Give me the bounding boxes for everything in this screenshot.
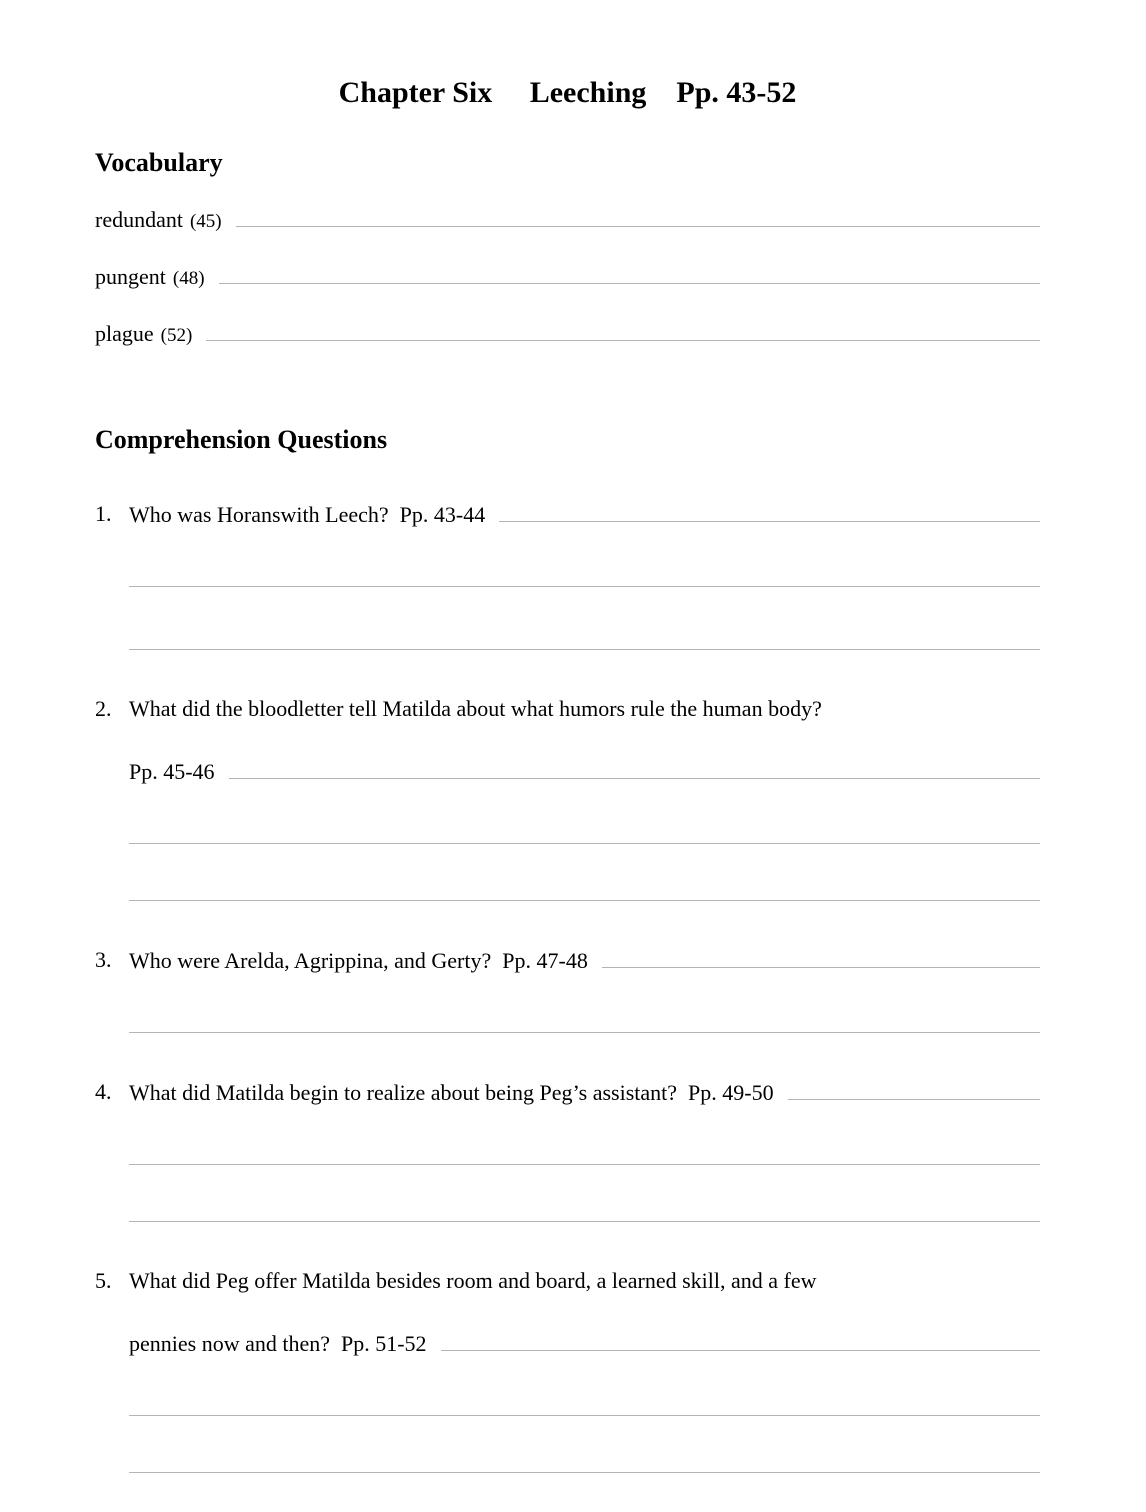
question-number: 2. [95,696,112,721]
question-text-row [129,945,1040,976]
page-title: Chapter Six Leeching Pp. 43-52 [338,76,797,109]
question-number: 5. [95,1268,112,1293]
question-text-row [129,499,1040,530]
answer-line [129,1221,1040,1222]
answer-line [129,586,1040,587]
answer-line [129,1472,1040,1473]
question-1 [95,499,1040,650]
answer-line [129,1032,1040,1033]
vocab-word: pungent [95,264,166,289]
answer-line [129,1164,1040,1165]
answer-line [129,1415,1040,1416]
answer-line [129,649,1040,650]
question-body [129,1266,1040,1473]
answer-line [499,499,1040,522]
answer-line [602,945,1040,968]
vocab-word: redundant [95,207,183,232]
vocab-answer-line [219,261,1040,284]
question-text: Who were Arelda, Agrippina, and Gerty? Pp. 47-48 [129,948,588,973]
question-text: Who was Horanswith Leech? Pp. 43-44 [129,502,486,527]
vocab-word: plague [95,321,154,346]
vocab-page-ref: (45) [189,211,222,232]
question-text-row [129,1077,1040,1108]
answer-line [788,1077,1040,1100]
question-3 [95,945,1040,1033]
question-5 [95,1266,1040,1473]
answer-line [129,843,1040,844]
question-body [129,694,1040,901]
answer-line [441,1328,1040,1351]
question-text-continued: pennies now and then? Pp. 51-52 [129,1331,427,1356]
question-text: What did Peg offer Matilda besides room and board, a learned skill, and a few [129,1268,817,1293]
vocabulary-heading: Vocabulary [95,148,223,177]
vocab-page-ref: (48) [172,268,205,289]
question-text: What did the bloodletter tell Matilda about what humors rule the human body? [129,696,822,721]
question-text-row [129,694,1040,724]
question-page-ref: Pp. 45-46 [129,759,215,784]
answer-line [129,900,1040,901]
question-text-row [129,1266,1040,1296]
question-4 [95,1077,1040,1222]
vocab-row-plague [95,318,1040,349]
question-body [129,499,1040,650]
vocabulary-list [95,204,1040,349]
answer-line [229,756,1040,779]
comprehension-questions-heading: Comprehension Questions [95,425,388,454]
question-body [129,1077,1040,1222]
question-text: What did Matilda begin to realize about being Peg’s assistant? Pp. 49-50 [129,1080,774,1105]
question-number: 4. [95,1079,112,1104]
vocab-answer-line [236,204,1040,227]
question-2 [95,694,1040,901]
question-number: 1. [95,501,112,526]
vocab-answer-line [206,318,1040,341]
question-number: 3. [95,947,112,972]
question-body [129,945,1040,1033]
vocab-row-pungent [95,261,1040,292]
question-text-row-2 [129,1328,1040,1359]
question-pageref-row [129,756,1040,787]
vocab-row-redundant [95,204,1040,235]
vocab-page-ref: (52) [160,325,193,346]
